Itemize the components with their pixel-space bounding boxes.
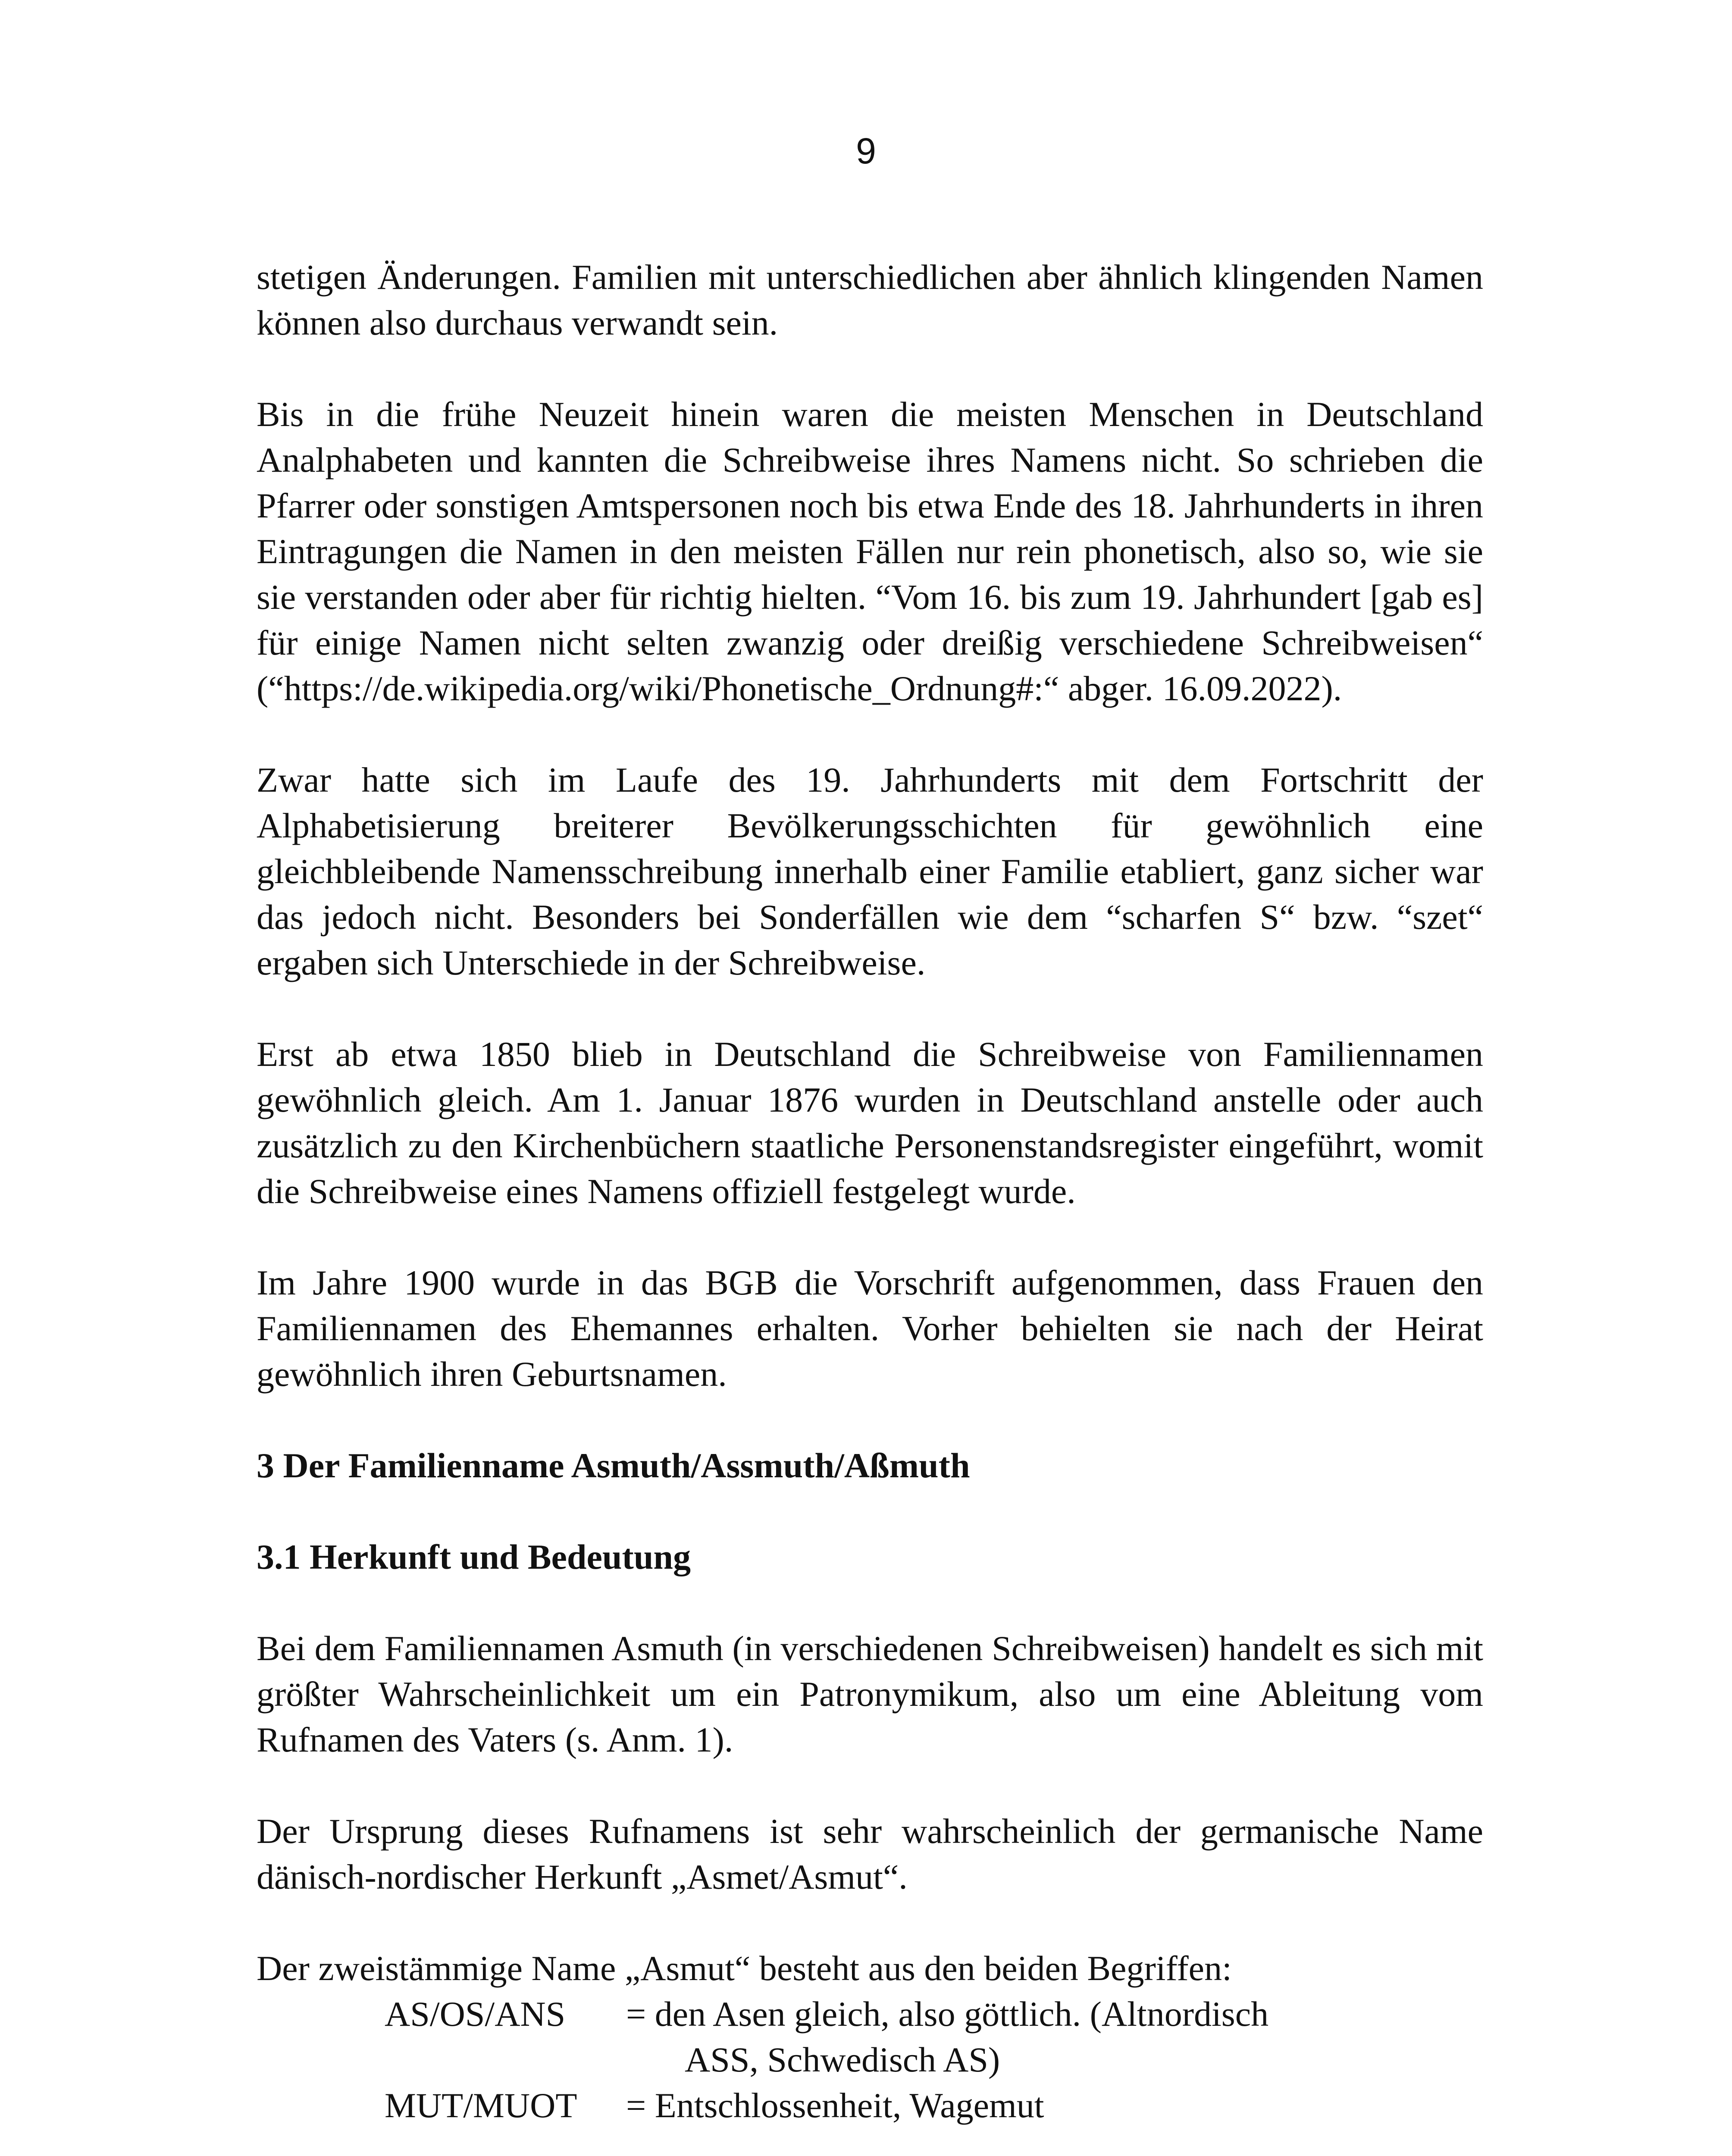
paragraph: Zwar hatte sich im Laufe des 19. Jahrhunderts mit dem Fortschritt der Alphabetisierung breiterer Bevölkerungsschichten für gewöhnlich eine gleichbleibende Namensschreibung innerhalb einer Familie etabliert, ganz sicher war das jedoch nicht. Besonders bei Sonderfällen wie dem “scharfen S“ bzw. “szet“ ergaben sich Unterschiede in der Schreibweise.: [257, 760, 1483, 982]
paragraph: Bis in die frühe Neuzeit hinein waren die meisten Menschen in Deutschland Analphabeten und kannten die Schreibweise ihres Namens nicht. So schrieben die Pfarrer oder sonstigen Amtspersonen noch bis etwa Ende des 18. Jahrhunderts in ihren Eintragungen die Namen in den meisten Fällen nur rein phonetisch, also so, wie sie sie verstanden oder aber für richtig hielten. “Vom 16. bis zum 19. Jahrhundert [gab es] für einige Namen nicht selten zwanzig oder dreißig verschiedene Schreibweisen“ (“https://de.wikipedia.org/wiki/Phonetische_Ordnung#:“ abger. 16.09.2022).: [257, 395, 1483, 708]
subsection-heading: 3.1 Herkunft und Bedeutung: [257, 1537, 691, 1576]
definition-continuation: ASS, Schwedisch AS): [685, 2040, 1000, 2079]
page-number: 9: [856, 131, 876, 171]
paragraph: Der Ursprung dieses Rufnamens ist sehr wahrscheinlich der germanische Name dänisch-nordischer Herkunft „Asmet/Asmut“.: [257, 1811, 1483, 1896]
paragraph: Im Jahre 1900 wurde in das BGB die Vorschrift aufgenommen, dass Frauen den Familiennamen des Ehemannes erhalten. Vorher behielten sie nach der Heirat gewöhnlich ihren Geburtsnamen.: [257, 1263, 1483, 1394]
paragraph: Erst ab etwa 1850 blieb in Deutschland die Schreibweise von Familiennamen gewöhnlich gleich. Am 1. Januar 1876 wurden in Deutschland anstelle oder auch zusätzlich zu den Kirchenbüchern staatliche Personenstandsregister eingeführt, womit die Schreibweise eines Namens offiziell festgelegt wurde.: [257, 1034, 1483, 1211]
page-body: [257, 254, 1483, 2128]
definition-list: [257, 1991, 1483, 2128]
paragraph: Bei dem Familiennamen Asmuth (in verschiedenen Schreibweisen) handelt es sich mit größter Wahrscheinlichkeit um ein Patronymikum, also um eine Ableitung vom Rufnamen des Vaters (s. Anm. 1).: [257, 1629, 1483, 1759]
section-heading: 3 Der Familienname Asmuth/Assmuth/Aßmuth: [257, 1446, 970, 1485]
paragraph: Der zweistämmige Name „Asmut“ besteht aus den beiden Begriffen:: [257, 1949, 1232, 1988]
definition-row: [257, 2083, 1483, 2128]
paragraph: stetigen Änderungen. Familien mit unterschiedlichen aber ähnlich klingenden Namen können also durchaus verwandt sein.: [257, 257, 1483, 342]
definition-text: = den Asen gleich, also göttlich. (Altnordisch: [626, 1994, 1269, 2034]
definition-text: = Entschlossenheit, Wagemut: [626, 2086, 1044, 2125]
definition-term: MUT/MUOT: [385, 2086, 577, 2125]
definition-row: [257, 1991, 1483, 2037]
definition-term: AS/OS/ANS: [385, 1994, 566, 2034]
